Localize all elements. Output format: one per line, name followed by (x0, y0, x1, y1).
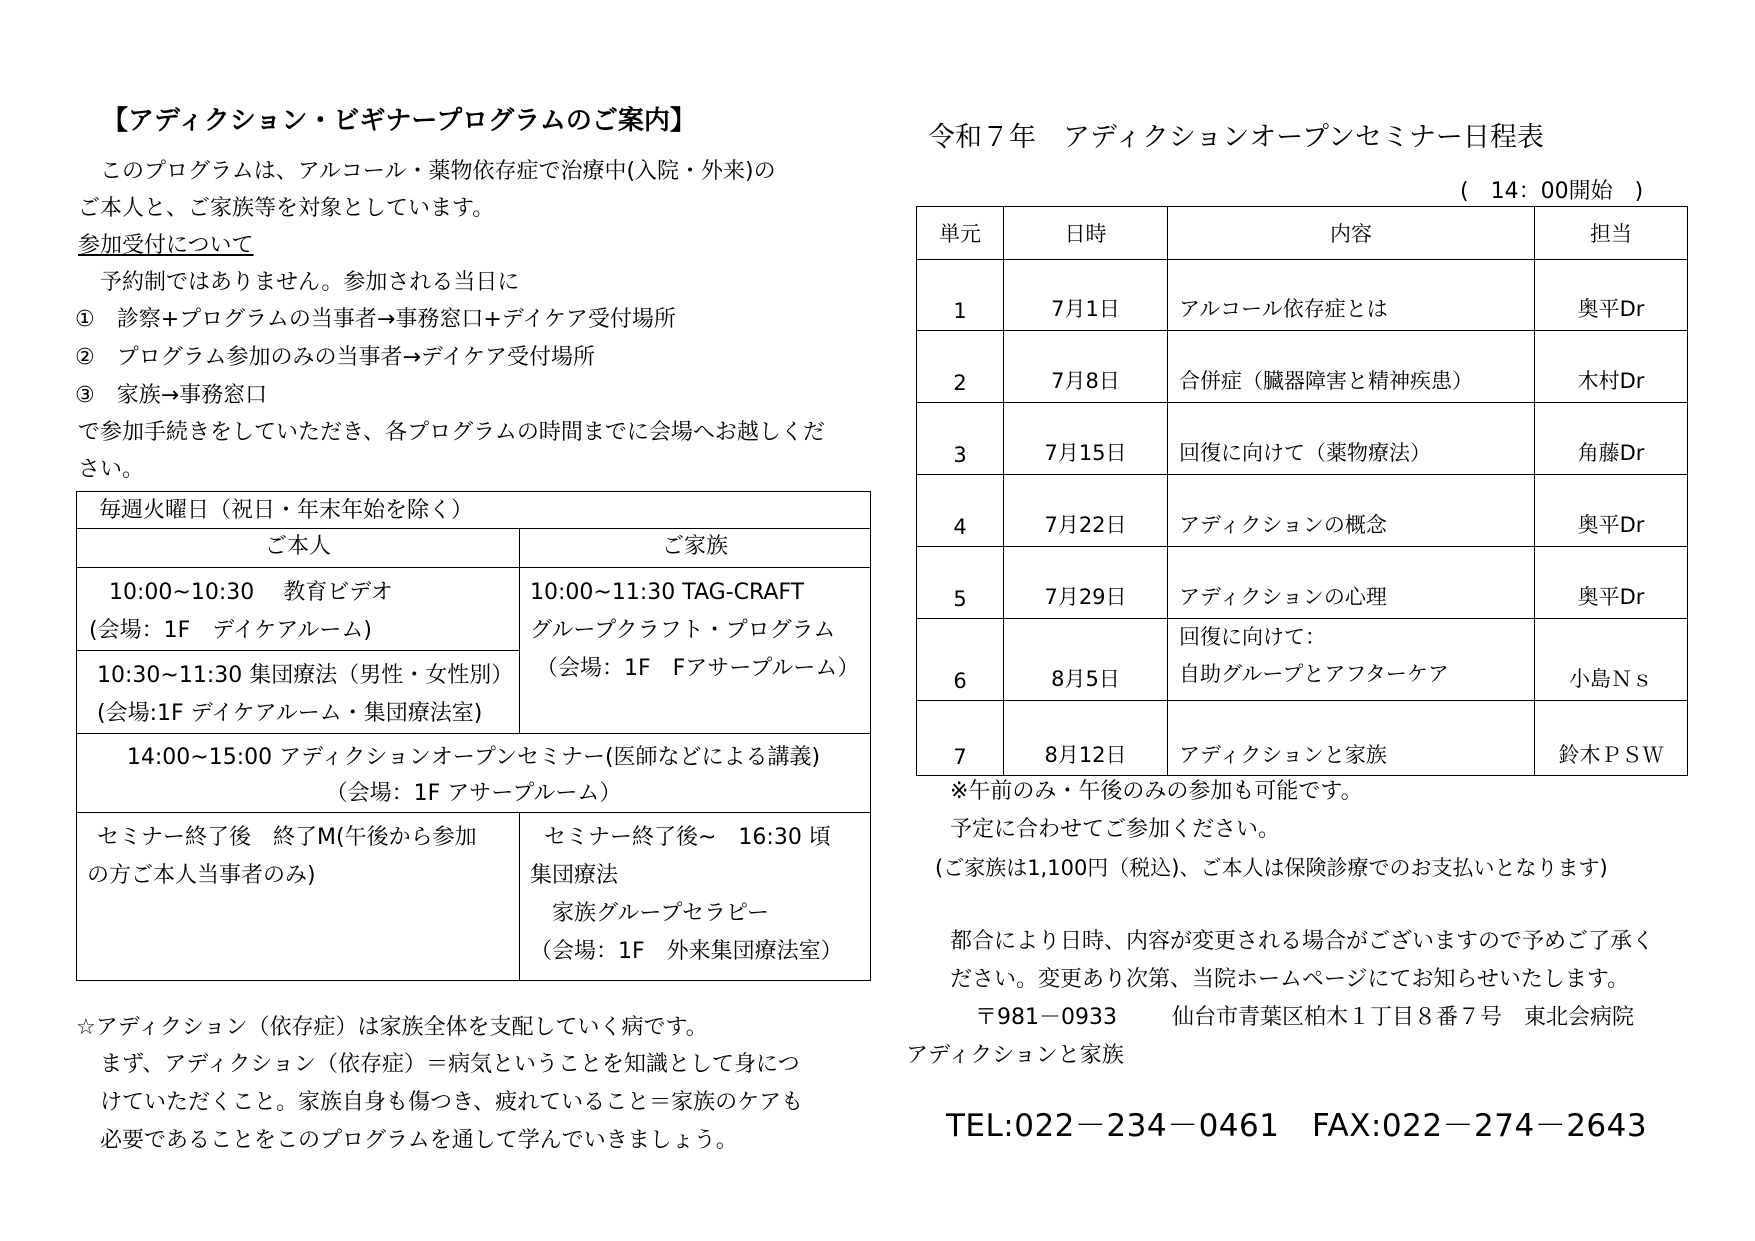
note-line: ※午前のみ・午後のみの参加も可能です。 (950, 779, 1363, 804)
family-afternoon (520, 813, 871, 981)
reception-line: さい。 (78, 457, 145, 482)
table-row (917, 260, 1688, 331)
fax-number: FAX:022－274－2643 (1312, 1108, 1648, 1144)
postal-code: 〒981－0933 (975, 1005, 1117, 1030)
family-session-1-venue: （会場：1F Fアサープルーム） (536, 656, 860, 681)
intro-line-1: このプログラムは、アルコール・薬物依存症で治療中(入院・外来)の (78, 159, 776, 184)
footer-line: けていただくこと。家族自身も傷つき、疲れていること＝家族のケアも (100, 1090, 804, 1115)
row-staff: 角藤Dr (1535, 403, 1688, 475)
row-unit: 2 (917, 331, 1004, 403)
row-unit: 1 (917, 260, 1004, 331)
reception-line: ③ 家族→事務窓口 (75, 383, 268, 408)
reception-heading: 参加受付について (78, 233, 254, 258)
header-staff: 担当 (1535, 207, 1688, 260)
row-content-line: 自助グループとアフターケア (1179, 662, 1449, 686)
self-session-2-venue: (会場:1F デイケアルーム・集団療法室) (97, 701, 483, 726)
self-session-2-time: 10:30~11:30 集団療法（男性・女性別） (97, 663, 514, 688)
row-content: アルコール依存症とは (1168, 260, 1535, 331)
self-session-1 (77, 568, 520, 651)
row-staff: 奥平Dr (1535, 475, 1688, 547)
footer-line: まず、アディクション（依存症）＝病気ということを知識として身につ (100, 1052, 800, 1077)
family-session-1 (520, 568, 871, 734)
row-content (1168, 619, 1535, 701)
row-unit: 6 (917, 619, 1004, 701)
self-afternoon-line-2: の方ご本人当事者のみ) (87, 863, 316, 888)
reception-line: ① 診察+プログラムの当事者→事務窓口+デイケア受付場所 (75, 307, 676, 332)
family-session-1-time: 10:00~11:30 TAG-CRAFT (530, 580, 805, 605)
header-date: 日時 (1004, 207, 1168, 260)
intro-line-2: ご本人と、ご家族等を対象としています。 (78, 196, 495, 221)
self-session-2 (77, 651, 520, 734)
table-row (917, 547, 1688, 619)
row-content: アディクションと家族 (1168, 701, 1535, 776)
tel-number: TEL:022－234－0461 (946, 1108, 1280, 1144)
header-content: 内容 (1168, 207, 1535, 260)
row-date: 8月12日 (1004, 701, 1168, 776)
seminar-session (77, 734, 871, 813)
table-row (917, 331, 1688, 403)
self-session-1-time: 10:00~10:30 教育ビデオ (109, 580, 393, 605)
family-session-1-name: グループクラフト・プログラム (530, 618, 836, 643)
row-unit: 5 (917, 547, 1004, 619)
table-row (917, 619, 1688, 701)
row-date: 7月1日 (1004, 260, 1168, 331)
row-staff: 奥平Dr (1535, 260, 1688, 331)
table-row (917, 475, 1688, 547)
self-afternoon (77, 813, 520, 981)
row-date: 7月29日 (1004, 547, 1168, 619)
change-notice: 都合により日時、内容が変更される場合がございますので予めご了承く (950, 929, 1655, 954)
family-afternoon-name: 家族グループセラピー (530, 901, 770, 926)
row-date: 7月15日 (1004, 403, 1168, 475)
reception-line: 予約制ではありません。参加される当日に (78, 270, 520, 295)
row-content: アディクションの概念 (1168, 475, 1535, 547)
seminar-venue: （会場：1F アサープルーム） (325, 781, 622, 806)
row-content: アディクションの心理 (1168, 547, 1535, 619)
row-date: 7月22日 (1004, 475, 1168, 547)
family-afternoon-type: 集団療法 (530, 863, 619, 888)
row-content: 回復に向けて（薬物療法） (1168, 403, 1535, 475)
self-afternoon-line-1: セミナー終了後 終了M(午後から参加 (97, 825, 477, 850)
family-afternoon-time: セミナー終了後~ 16:30 頃 (544, 825, 831, 850)
row-staff: 小島Ｎｓ (1535, 619, 1688, 701)
row-staff: 鈴木ＰＳＷ (1535, 701, 1688, 776)
row-unit: 4 (917, 475, 1004, 547)
column-family: ご家族 (520, 529, 871, 568)
family-afternoon-venue: （会場：1F 外来集団療法室） (530, 939, 843, 964)
row-unit: 7 (917, 701, 1004, 776)
row-date: 8月5日 (1004, 619, 1168, 701)
weekly-header: 毎週火曜日（祝日・年末年始を除く） (77, 492, 871, 529)
row-content: 合併症（臓器障害と精神疾患） (1168, 331, 1535, 403)
address: 仙台市青葉区柏木１丁目８番７号 東北会病院 (1172, 1005, 1635, 1030)
row-staff: 木村Dr (1535, 331, 1688, 403)
table-row (917, 403, 1688, 475)
seminar-time: 14:00~15:00 アディクションオープンセミナー(医師などによる講義) (126, 745, 821, 770)
column-self: ご本人 (77, 529, 520, 568)
start-time: ( 14：00開始 ) (1460, 179, 1644, 204)
table-row (917, 701, 1688, 776)
schedule-title: 令和７年 アディクションオープンセミナー日程表 (928, 122, 1544, 153)
row-content-line: 回復に向けて： (1179, 625, 1326, 649)
row-staff: 奥平Dr (1535, 547, 1688, 619)
seminar-schedule-table (916, 206, 1688, 776)
row-unit: 3 (917, 403, 1004, 475)
footer-line: 必要であることをこのプログラムを通して学んでいきましょう。 (100, 1128, 738, 1153)
program-title: 【アディクション・ビギナープログラムのご案内】 (102, 106, 696, 136)
row-date: 7月8日 (1004, 331, 1168, 403)
fee-note: (ご家族は1,100円（税込)、ご本人は保険診療でのお支払いとなります) (935, 856, 1608, 880)
footer-line: ☆アディクション（依存症）は家族全体を支配していく病です。 (76, 1015, 708, 1040)
tagline: アディクションと家族 (906, 1043, 1124, 1068)
self-session-1-venue: (会場：1F デイケアルーム) (89, 618, 372, 643)
reception-line: ② プログラム参加のみの当事者→デイケア受付場所 (75, 345, 595, 370)
change-notice: ださい。変更あり次第、当院ホームページにてお知らせいたします。 (950, 967, 1630, 992)
reception-line: で参加手続きをしていただき、各プログラムの時間までに会場へお越しくだ (78, 420, 825, 445)
header-unit: 単元 (917, 207, 1004, 260)
note-line: 予定に合わせてご参加ください。 (950, 817, 1281, 842)
weekly-schedule-table (76, 491, 871, 981)
